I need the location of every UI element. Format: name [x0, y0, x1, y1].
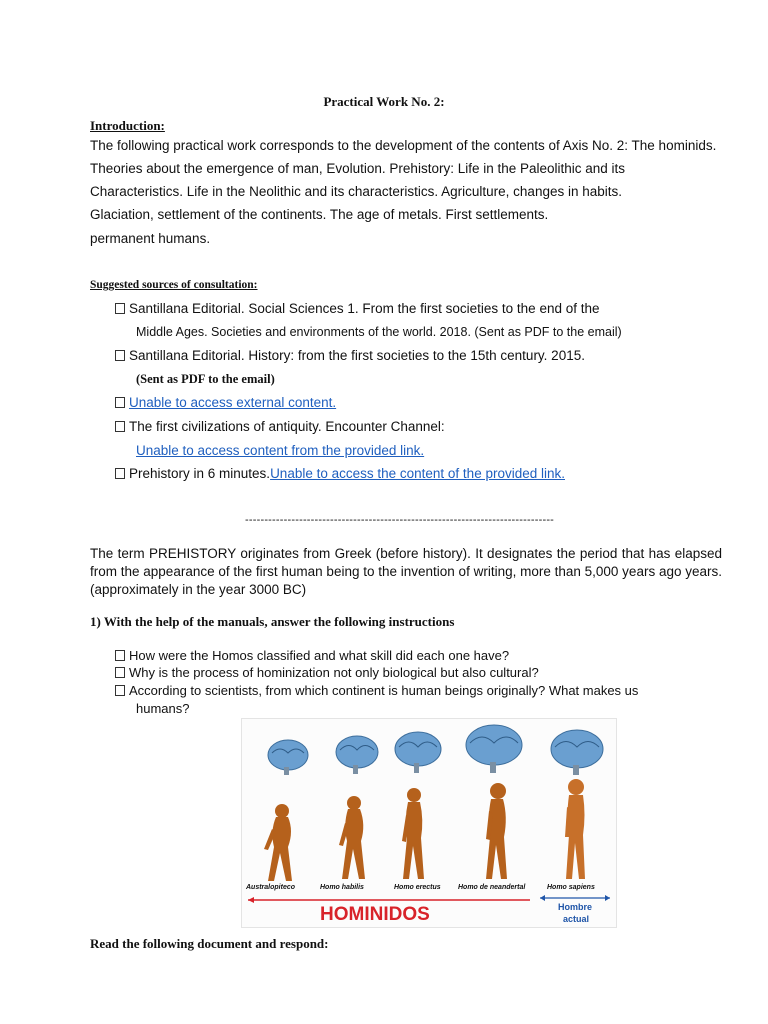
- brain-icon: [336, 736, 378, 774]
- prehistory-paragraph: The term PREHISTORY originates from Greek (before history). It designates the period that has elapsed from the appearance of the first human being to the invention of writing, more than 5,000 years ago years. (approximately in the year 3000 BC): [90, 546, 722, 597]
- species-label: Homo sapiens: [547, 884, 595, 891]
- sources-heading: Suggested sources of consultation:: [90, 279, 258, 291]
- intro-line-3: Characteristics. Life in the Neolithic and its characteristics. Agriculture, changes in habits.: [90, 184, 622, 199]
- bullet-box-icon: [115, 397, 125, 408]
- intro-line-2: Theories about the emergence of man, Evolution. Prehistory: Life in the Paleolithic and its: [90, 161, 626, 176]
- brain-icon: [551, 730, 603, 775]
- question-bullet-3-cont: humans?: [136, 701, 190, 716]
- brain-icon: [395, 732, 441, 773]
- hominidos-banner: HOMINIDOS: [320, 904, 430, 925]
- source-link-3[interactable]: Unable to access external content.: [129, 395, 337, 410]
- brain-icon: [268, 740, 308, 775]
- source-item-2-sub: (Sent as PDF to the email): [136, 372, 275, 386]
- intro-line-5: permanent humans.: [90, 231, 211, 246]
- modern-man-label: actual: [563, 914, 590, 924]
- bullet-box-icon: [115, 650, 125, 661]
- intro-line-1: The following practical work corresponds to the development of the contents of Axis No. 2: The hominids.: [90, 138, 717, 153]
- hominid-figure: [264, 804, 292, 881]
- bullet-box-icon: [115, 685, 125, 696]
- source-item-3: [115, 395, 506, 410]
- source-link-4[interactable]: Unable to access content from the provided link.: [136, 443, 425, 458]
- source-link-5[interactable]: Unable to access the content of the provided link.: [270, 466, 565, 481]
- intro-line-4: Glaciation, settlement of the continents. The age of metals. First settlements.: [90, 207, 549, 222]
- bullet-box-icon: [115, 303, 125, 314]
- question-bullet-3: According to scientists, from which continent is human beings originally? What makes us: [115, 683, 708, 698]
- brain-icon: [466, 725, 522, 773]
- source-item-2: Santillana Editorial. History: from the first societies to the 15th century. 2015.: [115, 348, 585, 363]
- page-title: Practical Work No. 2:: [323, 94, 445, 109]
- source-item-5: Prehistory in 6 minutes.Unable to access the content of the provided link.: [115, 466, 660, 481]
- hominid-figure: [402, 788, 424, 879]
- modern-man-label: Hombre: [558, 902, 593, 912]
- bullet-box-icon: [115, 468, 125, 479]
- hominid-figure: [339, 796, 365, 879]
- species-label: Australopiteco: [246, 884, 296, 891]
- question-bullet-1: How were the Homos classified and what skill did each one have?: [115, 648, 509, 663]
- bullet-box-icon: [115, 667, 125, 678]
- hominid-figure: [565, 779, 585, 879]
- source-item-1-sub: Middle Ages. Societies and environments of the world. 2018. (Sent as PDF to the email): [136, 325, 622, 339]
- read-document-prompt: Read the following document and respond:: [90, 936, 329, 951]
- hominids-evolution-image: [241, 718, 617, 928]
- bullet-box-icon: [115, 350, 125, 361]
- species-label: Homo habilis: [320, 884, 364, 891]
- question-1-heading: 1) With the help of the manuals, answer the following instructions: [90, 614, 455, 629]
- species-label: Homo erectus: [394, 884, 441, 891]
- species-label: Homo de neandertal: [458, 884, 526, 891]
- bullet-box-icon: [115, 421, 125, 432]
- arrow-head-left-icon: [248, 897, 254, 903]
- source-item-1: Santillana Editorial. Social Sciences 1. From the first societies to the end of the: [115, 301, 600, 316]
- hominid-figure: [486, 783, 507, 879]
- hominids-evolution-figure: [242, 719, 616, 927]
- question-bullet-2: Why is the process of hominization not only biological but also cultural?: [115, 665, 539, 680]
- introduction-heading: Introduction:: [90, 118, 165, 133]
- source-item-4: The first civilizations of antiquity. Encounter Channel:: [115, 419, 445, 434]
- separator-line: --------------------------------------------------------------------------------: [245, 514, 555, 526]
